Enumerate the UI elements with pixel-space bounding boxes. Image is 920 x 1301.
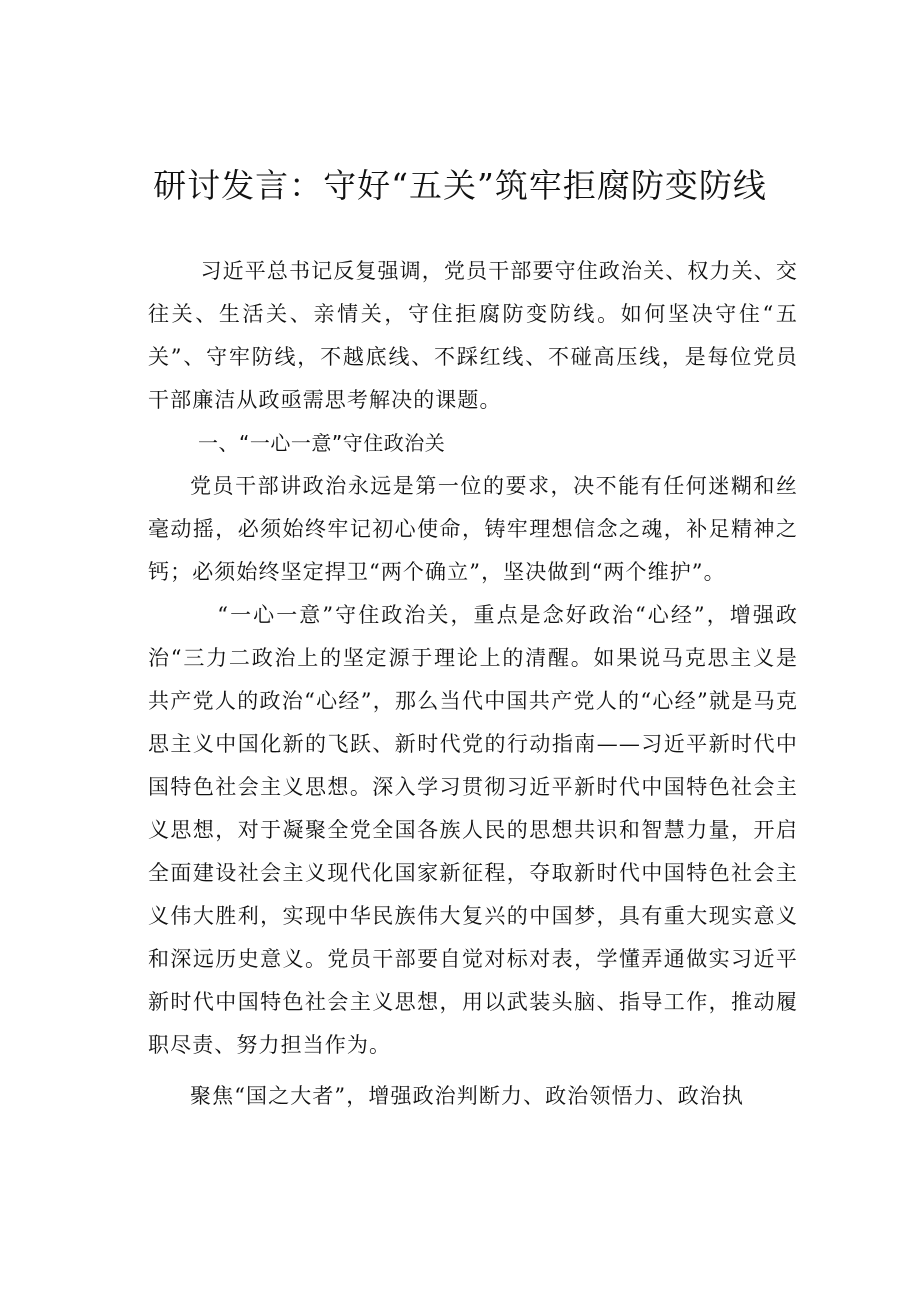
intro-paragraph: 习近平总书记反复强调，党员干部要守住政治关、权力关、交往关、生活关、亲情关，守住拒腐防变防线。如何坚决守住“五关”、守牢防线，不越底线、不踩红线、不碰高压线，是每位党员干部廉洁从政亟需思考解决的课题。: [148, 259, 798, 412]
document-title: 研讨发言：守好“五关”筑牢拒腐防变防线: [153, 166, 767, 205]
section-heading-political: 一、“一心一意”守住政治关: [198, 431, 446, 455]
body-paragraph: 党员干部讲政治永远是第一位的要求，决不能有任何迷糊和丝毫动摇，必须始终牢记初心使命，铸牢理想信念之魂，补足精神之钙；必须始终坚定捍卫“两个确立”，坚决做到“两个维护”。: [148, 474, 798, 584]
body-paragraph: 聚焦“国之大者”，增强政治判断力、政治领悟力、政治执: [190, 1084, 745, 1108]
body-paragraph: “一心一意”守住政治关，重点是念好政治“心经”，增强政治“三力二政治上的坚定源于理论上的清醒。如果说马克思主义是共产党人的政治“心经”，那么当代中国共产党人的“心经”就是马克思主义中国化新的飞跃、新时代党的行动指南——习近平新时代中国特色社会主义思想。深入学习贯彻习近平新时代中国特色社会主义思想，对于凝聚全党全国各族人民的思想共识和智慧力量，开启全面建设社会主义现代化国家新征程，夺取新时代中国特色社会主义伟大胜利，实现中华民族伟大复兴的中国梦，具有重大现实意义和深远历史意义。党员干部要自觉对标对表，学懂弄通做实习近平新时代中国特色社会主义思想，用以武装头脑、指导工作，推动履职尽责、努力担当作为。: [148, 603, 798, 1057]
document-body: [148, 250, 798, 1118]
